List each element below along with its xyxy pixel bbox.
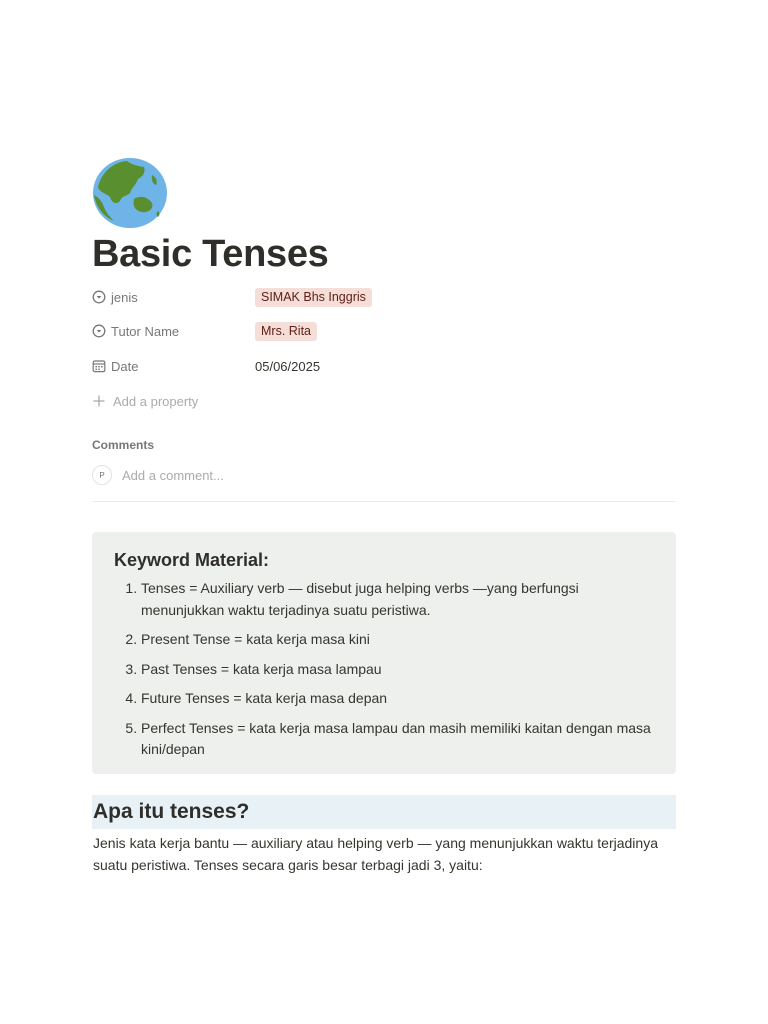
comments-label: Comments <box>92 438 155 452</box>
callout-heading[interactable]: Keyword Material: <box>114 550 270 570</box>
plus-icon <box>92 394 106 408</box>
property-row-date[interactable] <box>92 353 676 379</box>
add-property-button[interactable] <box>92 388 676 414</box>
earth-globe-icon[interactable] <box>92 157 168 229</box>
list-item[interactable]: 3. Past Tenses = kata kerja masa lampau <box>141 659 654 681</box>
numbered-list <box>114 578 654 761</box>
property-row-tutor-name[interactable] <box>92 318 676 344</box>
tag-simak-bhs-inggris: SIMAK Bhs Inggris <box>255 288 372 307</box>
list-item[interactable]: 2. Present Tense = kata kerja masa kini <box>141 629 654 651</box>
select-circle-icon <box>92 324 106 338</box>
section-heading-block[interactable] <box>92 795 676 829</box>
property-value[interactable] <box>255 322 317 341</box>
list-item[interactable]: 1. Tenses = Auxiliary verb — disebut juga helping verbs —yang berfungsi menunjukkan waktu terjadinya suatu peristiwa. <box>141 578 654 621</box>
property-value[interactable] <box>255 359 320 374</box>
property-name[interactable] <box>92 290 255 305</box>
comment-input[interactable] <box>92 465 224 485</box>
page-title[interactable]: Basic Tenses <box>92 233 329 275</box>
divider <box>92 501 676 502</box>
comment-placeholder: Add a comment... <box>122 467 224 483</box>
section-heading: Apa itu tenses? <box>93 800 250 823</box>
calendar-icon <box>92 359 106 373</box>
callout-keyword-material[interactable] <box>92 532 676 774</box>
section-paragraph[interactable]: Jenis kata kerja bantu — auxiliary atau helping verb — yang menunjukkan waktu terjadinya suatu peristiwa. Tenses secara garis besar terbagi jadi 3, yaitu: <box>93 835 658 873</box>
add-property-label: Add a property <box>113 393 199 409</box>
property-name[interactable] <box>92 324 255 339</box>
property-label: jenis <box>111 289 138 305</box>
property-label: Date <box>111 358 139 374</box>
avatar: P <box>92 465 112 485</box>
select-circle-icon <box>92 290 106 304</box>
property-row-jenis[interactable] <box>92 284 676 310</box>
list-item[interactable]: 4. Future Tenses = kata kerja masa depan <box>141 688 654 710</box>
property-value[interactable] <box>255 288 372 307</box>
date-value: 05/06/2025 <box>255 358 321 374</box>
property-name[interactable] <box>92 359 255 374</box>
property-label: Tutor Name <box>111 323 180 339</box>
tag-mrs-rita: Mrs. Rita <box>255 322 317 341</box>
list-item[interactable]: 5. Perfect Tenses = kata kerja masa lampau dan masih memiliki kaitan dengan masa kini/depan <box>141 718 654 761</box>
